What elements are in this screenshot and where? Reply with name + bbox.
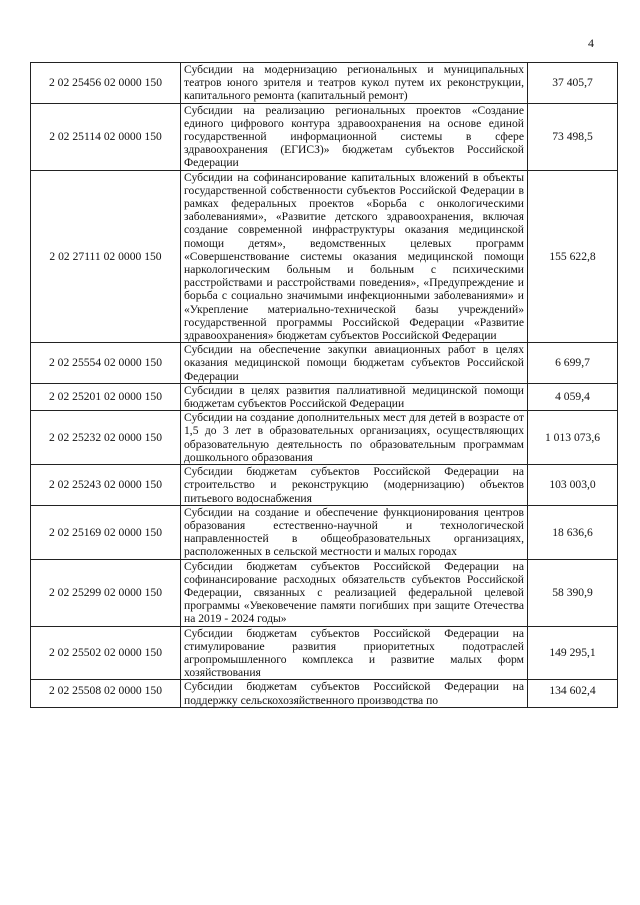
budget-code-cell: 2 02 27111 02 0000 150 bbox=[31, 170, 181, 343]
description-cell: Субсидии на софинансирование капитальных вложений в объекты государственной собственности субъектов Российской Федерации в рамках федеральных проектов «Борьба с онкологическими заболеваниями», «Развитие детского здравоохранения, включая создание современной инфраструктуры оказания медицинской помощи детям», ведомственных целевых программ «Совершенствование системы оказания медицинской помощи наркологическим больным и больным с психическими расстройствами и расстройствами поведения», «Предупреждение и борьба с социально значимыми инфекционными заболеваниями» и «Укрепление материально-технической базы учреждений» государственной программы Российской Федерации «Развитие здравоохранения» бюджетам субъектов Российской Федерации bbox=[181, 170, 528, 343]
table-row bbox=[31, 383, 618, 410]
budget-code-cell: 2 02 25114 02 0000 150 bbox=[31, 103, 181, 170]
table-row bbox=[31, 505, 618, 559]
budget-code-cell: 2 02 25299 02 0000 150 bbox=[31, 559, 181, 626]
description-cell: Субсидии на модернизацию региональных и муниципальных театров юного зрителя и театров кукол путем их реконструкции, капитального ремонта (капитальный ремонт) bbox=[181, 63, 528, 104]
description-cell: Субсидии в целях развития паллиативной медицинской помощи бюджетам субъектов Российской Федерации bbox=[181, 383, 528, 410]
table-row bbox=[31, 411, 618, 465]
description-cell: Субсидии бюджетам субъектов Российской Федерации на софинансирование расходных обязательств субъектов Российской Федерации, связанных с реализацией федеральной целевой программы «Увековечение памяти погибших при защите Отечества на 2019 - 2024 годы» bbox=[181, 559, 528, 626]
budget-code-cell: 2 02 25554 02 0000 150 bbox=[31, 343, 181, 384]
table-row bbox=[31, 559, 618, 626]
amount-cell: 58 390,9 bbox=[528, 559, 618, 626]
amount-cell: 73 498,5 bbox=[528, 103, 618, 170]
budget-revenue-table bbox=[30, 62, 618, 708]
amount-cell: 4 059,4 bbox=[528, 383, 618, 410]
page-number: 4 bbox=[588, 36, 594, 50]
description-cell: Субсидии бюджетам субъектов Российской Федерации на стимулирование развития приоритетных подотраслей агропромышленного комплекса и развитие малых форм хозяйствования bbox=[181, 626, 528, 680]
table-row bbox=[31, 103, 618, 170]
amount-cell: 18 636,6 bbox=[528, 505, 618, 559]
table-row bbox=[31, 626, 618, 680]
description-cell: Субсидии на создание и обеспечение функционирования центров образования естественно-научной и технологической направленностей в общеобразовательных организациях, расположенных в сельской местности и малых городах bbox=[181, 505, 528, 559]
budget-code-cell: 2 02 25243 02 0000 150 bbox=[31, 465, 181, 506]
amount-cell: 149 295,1 bbox=[528, 626, 618, 680]
table-row bbox=[31, 343, 618, 384]
budget-code-cell: 2 02 25508 02 0000 150 bbox=[31, 680, 181, 707]
description-cell: Субсидии бюджетам субъектов Российской Федерации на строительство и реконструкцию (модернизацию) объектов питьевого водоснабжения bbox=[181, 465, 528, 506]
amount-cell: 134 602,4 bbox=[528, 680, 618, 707]
amount-cell: 155 622,8 bbox=[528, 170, 618, 343]
table-row bbox=[31, 63, 618, 104]
amount-cell: 37 405,7 bbox=[528, 63, 618, 104]
amount-cell: 1 013 073,6 bbox=[528, 411, 618, 465]
description-cell: Субсидии на обеспечение закупки авиационных работ в целях оказания медицинской помощи бюджетам субъектов Российской Федерации bbox=[181, 343, 528, 384]
table-row bbox=[31, 680, 618, 707]
amount-cell: 103 003,0 bbox=[528, 465, 618, 506]
table-row bbox=[31, 170, 618, 343]
budget-code-cell: 2 02 25456 02 0000 150 bbox=[31, 63, 181, 104]
description-cell: Субсидии на реализацию региональных проектов «Создание единого цифрового контура здравоохранения на основе единой государственной информационной системы в сфере здравоохранения (ЕГИСЗ)» бюджетам субъектов Российской Федерации bbox=[181, 103, 528, 170]
budget-code-cell: 2 02 25502 02 0000 150 bbox=[31, 626, 181, 680]
description-cell: Субсидии на создание дополнительных мест для детей в возрасте от 1,5 до 3 лет в образовательных организациях, осуществляющих образовательную деятельность по образовательным программам дошкольного образования bbox=[181, 411, 528, 465]
table-row bbox=[31, 465, 618, 506]
budget-code-cell: 2 02 25169 02 0000 150 bbox=[31, 505, 181, 559]
amount-cell: 6 699,7 bbox=[528, 343, 618, 384]
budget-code-cell: 2 02 25201 02 0000 150 bbox=[31, 383, 181, 410]
budget-code-cell: 2 02 25232 02 0000 150 bbox=[31, 411, 181, 465]
description-cell: Субсидии бюджетам субъектов Российской Федерации на поддержку сельскохозяйственного производства по bbox=[181, 680, 528, 707]
